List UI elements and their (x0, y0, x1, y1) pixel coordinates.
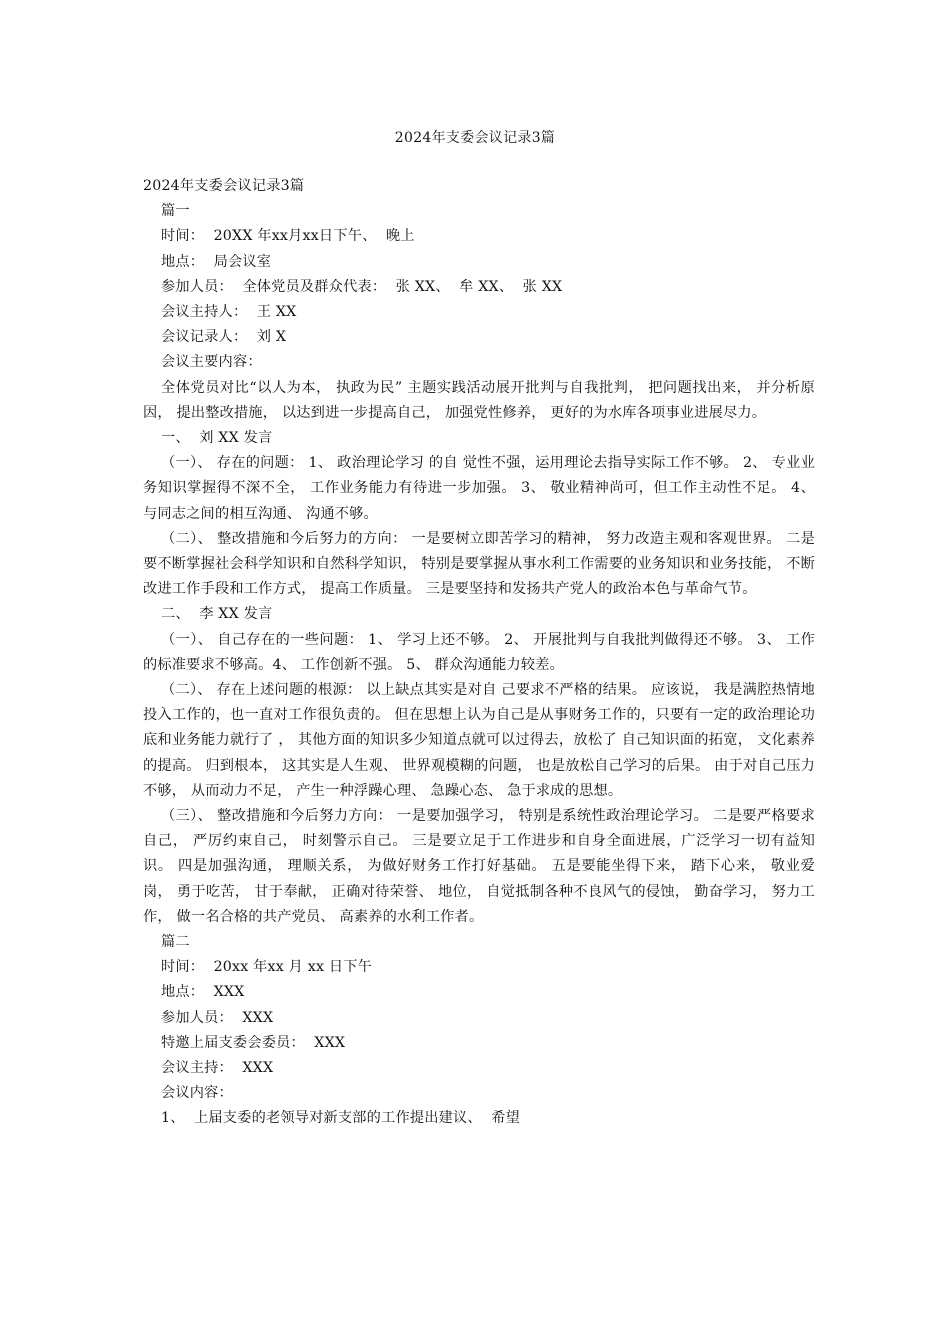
speaker2-issues-paragraph: （一）、 自己存在的一些问题： 1、 学习上还不够。 2、 开展批判与自我批判做得还不够。 3、 工作的标准要求不够高。4、 工作创新不强。 5、 群众沟通能力较差。 (143, 631, 815, 673)
document-body (143, 174, 815, 1131)
speaker1-measures-paragraph: （二）、 整改措施和今后努力的方向： 一是要树立即苦学习的精神， 努力改造主观和客观世界。 二是要不断掌握社会科学知识和自然科学知识， 特别是要掌握从事水利工作需要的业务知识和业务技能， 不断改进工作手段和工作方式， 提高工作质量。 三是要坚持和发扬共产党人的政治本色与革命气节。 (143, 530, 815, 598)
meeting-attendees: 参加人员： 全体党员及群众代表： 张 XX、 牟 XX、 张 XX (161, 278, 563, 295)
speaker2-roots-paragraph: （二）、 存在上述问题的根源： 以上缺点其实是对自 己要求不严格的结果。 应该说， 我是满腔热情地投入工作的，也一直对工作很负责的。 但在思想上认为自己是从事财务工作的，只要有一定的政治理论功底和业务能力就行了 ， 其他方面的知识多少知道点就可以过得去，放松了 自己知识面的拓宽， 文化素养的提高。 归到根本， 这其实是人生观、 世界观模糊的问题， 也是放松自己学习的后果。 由于对自己压力不够， 从而动力不足， 产生一种浮躁心理、 急躁心态、 急于求成的思想。 (143, 681, 815, 799)
section-heading-part1: 篇一 (161, 203, 190, 220)
meeting2-guest: 特邀上届支委会委员： XXX (161, 1034, 346, 1051)
speaker1-issues-paragraph: （一）、 存在的问题： 1、 政治理论学习 的自 觉性不强，运用理论去指导实际工作不够。 2、 专业业务知识掌握得不深不全， 工作业务能力有待进一步加强。 3、 敬业精神尚可，但工作主动性不足。 4、 与同志之间的相互沟通、 沟通不够。 (143, 455, 815, 522)
intro-paragraph: 全体党员对比“以人为本， 执政为民” 主题实践活动展开批判与自我批判， 把问题找出来， 并分析原因， 提出整改措施， 以达到进一步提高自己， 加强党性修养， 更好的为水库各项事业进展尽力。 (143, 379, 815, 421)
section-heading-part2: 篇二 (161, 933, 190, 950)
meeting2-time: 时间： 20xx 年xx 月 xx 日下午 (161, 959, 373, 976)
meeting-recorder: 会议记录人： 刘 X (161, 329, 287, 346)
meeting-time: 时间： 20XX 年xx月xx日下午、 晚上 (161, 228, 415, 245)
meeting2-host: 会议主持： XXX (161, 1059, 274, 1076)
meeting-place: 地点： 局会议室 (161, 253, 272, 270)
page-title: 2024年支委会议记录3篇 (394, 130, 556, 146)
meeting2-content-label: 会议内容： (161, 1085, 233, 1102)
meeting-content-label: 会议主要内容： (161, 354, 262, 371)
meeting2-place: 地点： XXX (161, 984, 245, 1001)
meeting2-attendees: 参加人员： XXX (161, 1009, 274, 1026)
document-subtitle: 2024年支委会议记录3篇 (143, 178, 305, 194)
speaker2-measures-paragraph: （三）、 整改措施和今后努力方向： 一是要加强学习， 特别是系统性政治理论学习。 二是要严格要求自己， 严厉约束自己， 时刻警示自己。 三是要立足于工作进步和自身全面进展，广泛学习一切有益知识。 四是加强沟通， 理顺关系， 为做好财务工作打好基础。 五是要能坐得下来， 踏下心来， 敬业爱岗， 勇于吃苦， 甘于奉献， 正确对待荣誉、 地位， 自觉抵制各种不良风气的侵蚀， 勤奋学习， 努力工作， 做一名合格的共产党员、 高素养的水利工作者。 (143, 807, 815, 925)
speaker-heading-2: 二、 李 XX 发言 (161, 606, 273, 623)
meeting-host: 会议主持人： 王 XX (161, 303, 297, 320)
meeting2-item-1: 1、 上届支委的老领导对新支部的工作提出建议、 希望 (161, 1110, 520, 1127)
speaker-heading-1: 一、 刘 XX 发言 (161, 429, 273, 446)
